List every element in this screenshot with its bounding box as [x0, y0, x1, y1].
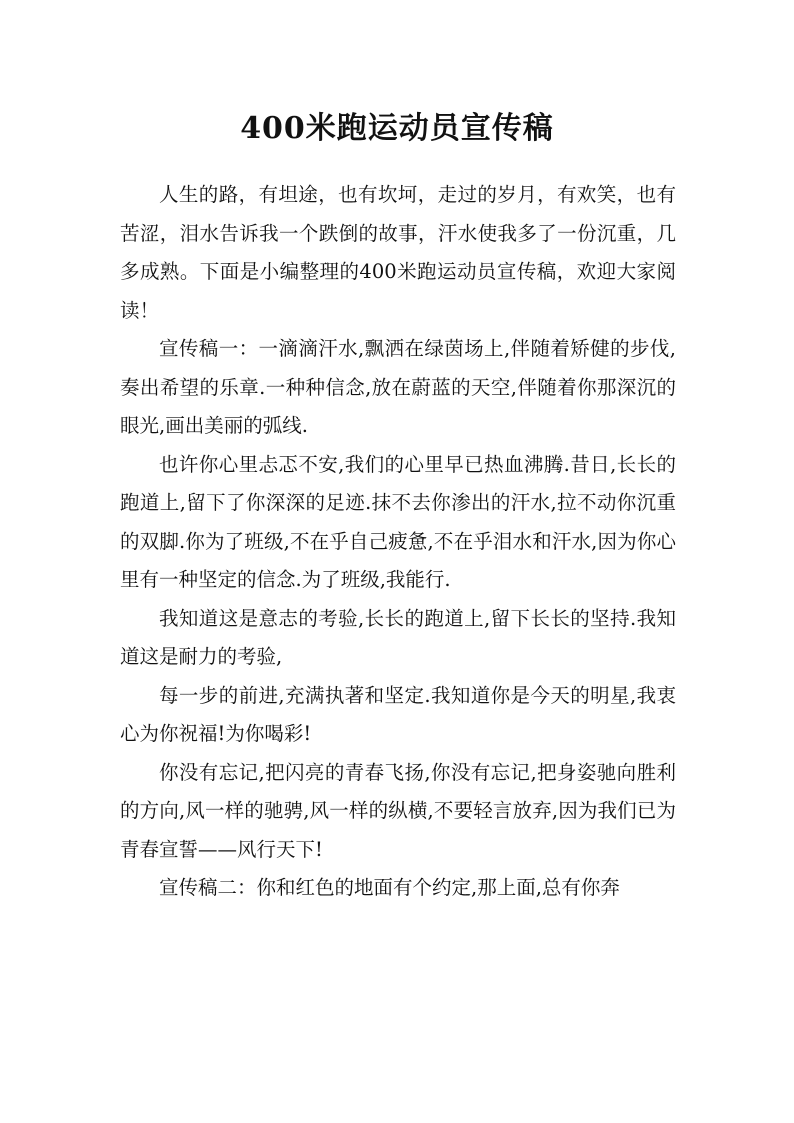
paragraph-draft-one: 宣传稿一：一滴滴汗水,飘洒在绿茵场上,伴随着矫健的步伐,奏出希望的乐章.一种种信念,放在蔚蓝的天空,伴随着你那深沉的眼光,画出美丽的弧线.: [120, 337, 676, 437]
paragraph-will-test: 我知道这是意志的考验,长长的跑道上,留下长长的坚持.我知道这是耐力的考验,: [120, 606, 676, 668]
document-body: [120, 176, 676, 908]
document-title: 400米跑运动员宣传稿: [240, 111, 554, 146]
paragraph-not-forget: 你没有忘记,把闪亮的青春飞扬,你没有忘记,把身姿驰向胜利的方向,风一样的驰骋,风一样的纵横,不要轻言放弃,因为我们已为青春宣誓——风行天下!: [120, 760, 676, 861]
paragraph-nervous: 也许你心里忐忑不安,我们的心里早已热血沸腾.昔日,长长的跑道上,留下了你深深的足迹.抹不去你渗出的汗水,拉不动你沉重的双脚.你为了班级,不在乎自己疲惫,不在乎泪水和汗水,因为你心里有一种坚定的信念.为了班级,我能行.: [120, 452, 676, 591]
paragraph-intro: 人生的路，有坦途，也有坎坷，走过的岁月，有欢笑，也有苦涩，泪水告诉我一个跌倒的故事，汗水使我多了一份沉重，几多成熟。下面是小编整理的400米跑运动员宣传稿，欢迎大家阅读！: [120, 183, 676, 322]
paragraph-draft-two: 宣传稿二：你和红色的地面有个约定,那上面,总有你奔: [159, 876, 620, 899]
paragraph-every-step: 每一步的前进,充满执著和坚定.我知道你是今天的明星,我衷心为你祝福!为你喝彩!: [120, 683, 676, 745]
